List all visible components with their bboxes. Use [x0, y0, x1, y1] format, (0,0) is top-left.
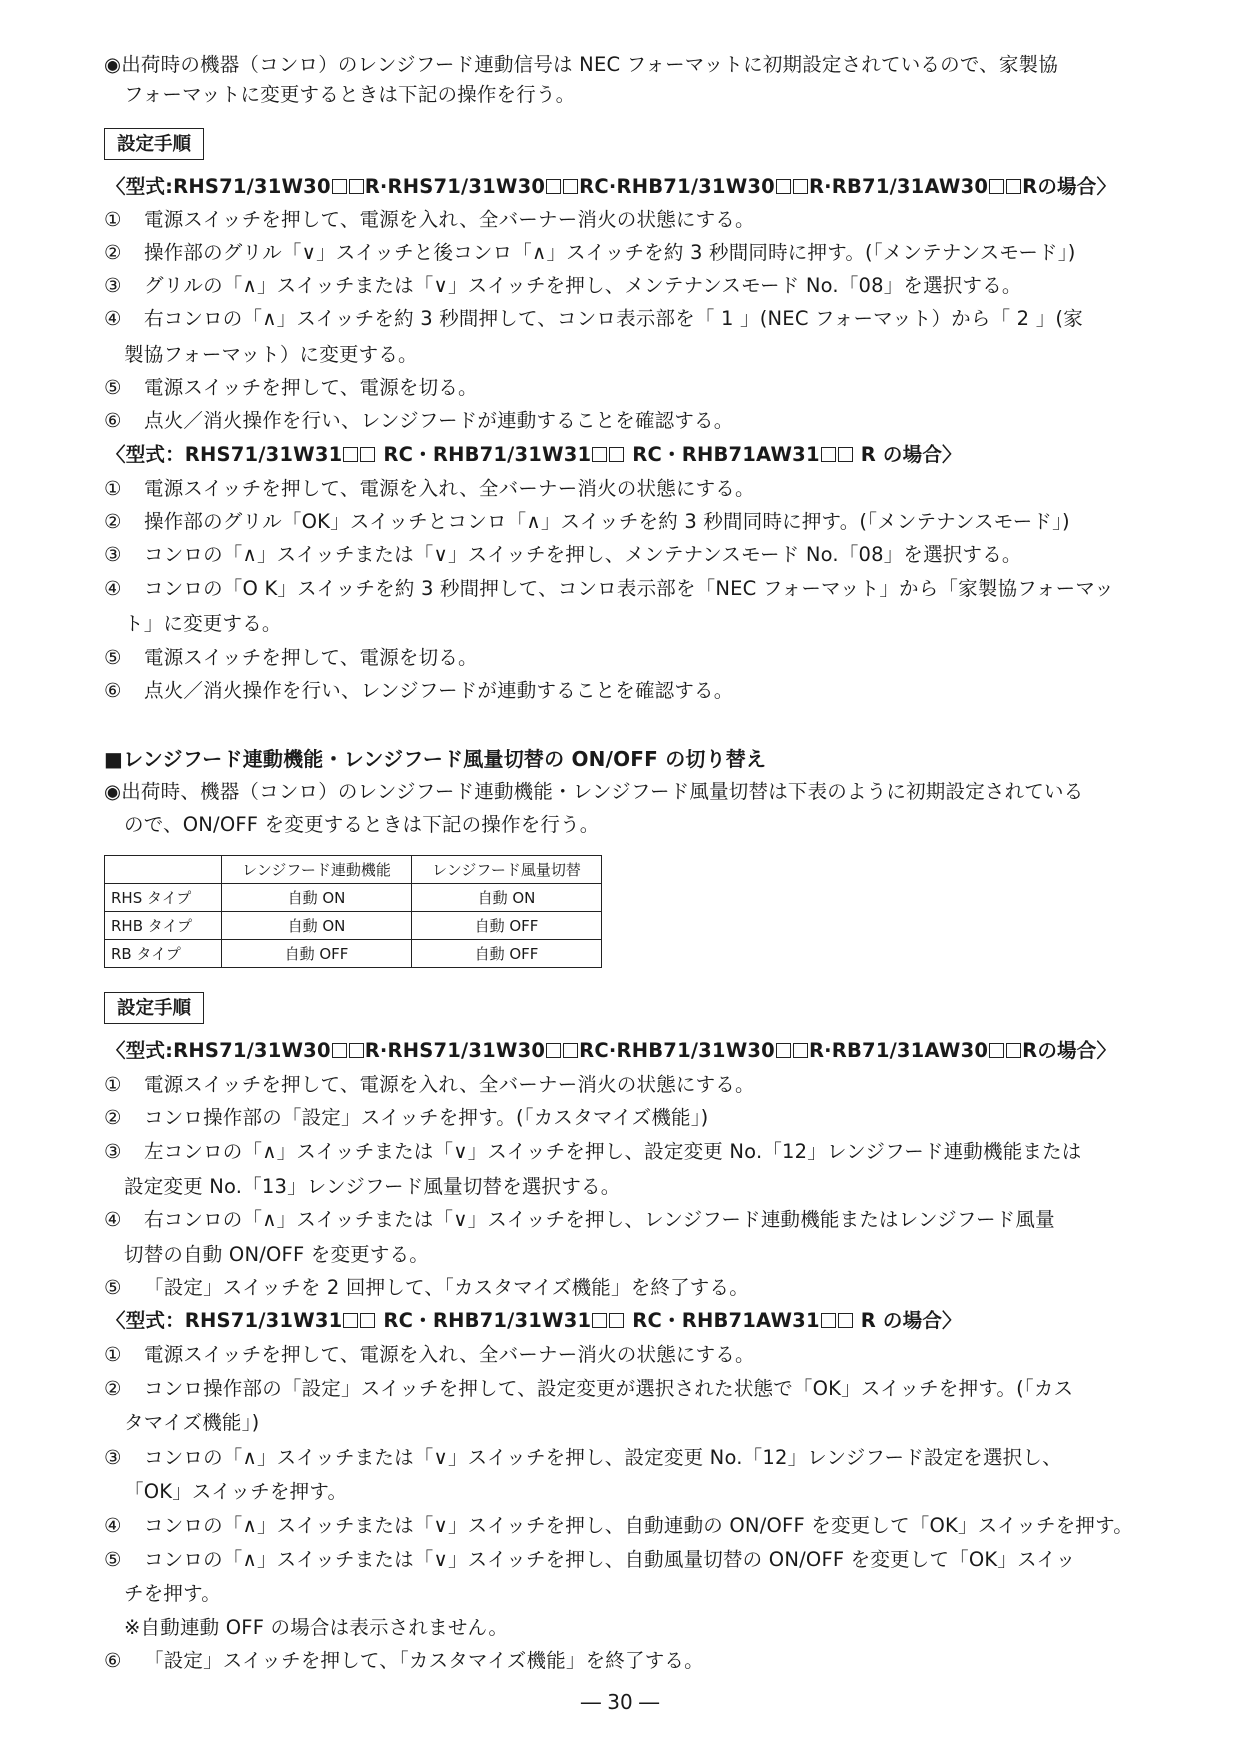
- step: ⑤ 電源スイッチを押して、電源を切る。: [104, 376, 478, 399]
- step-continuation: タマイズ機能」): [124, 1411, 260, 1434]
- step: ③ コンロの「∧」スイッチまたは「∨」スイッチを押し、メンテナンスモード No.「08」を選択する。: [104, 543, 1022, 566]
- page-number: ― 30 ―: [580, 1690, 660, 1714]
- procedure-label-2: 設定手順: [104, 992, 204, 1024]
- table-row: RB タイプ 自動 OFF 自動 OFF: [105, 940, 602, 968]
- step-note: ※自動連動 OFF の場合は表示されません。: [124, 1616, 509, 1639]
- step: ② コンロ操作部の「設定」スイッチを押して、設定変更が選択された状態で「OK」スイッチを押す。(「カス: [104, 1377, 1074, 1400]
- model-heading-b2: 〈型式：RHS71/31W31 RC・RHB71/31W31 RC・RHB71AW31 R の場合〉: [106, 1309, 962, 1332]
- step: ① 電源スイッチを押して、電源を入れ、全バーナー消火の状態にする。: [104, 1073, 755, 1096]
- step-continuation: 切替の自動 ON/OFF を変更する。: [124, 1243, 429, 1266]
- step: ② 操作部のグリル「∨」スイッチと後コンロ「∧」スイッチを約 3 秒間同時に押す。(「メンテナンスモード」): [104, 241, 1076, 264]
- step-continuation: チを押す。: [124, 1582, 221, 1605]
- step: ④ 右コンロの「∧」スイッチまたは「∨」スイッチを押し、レンジフード連動機能またはレンジフード風量: [104, 1208, 1055, 1231]
- model-heading-a1: 〈型式:RHS71/31W30 R·RHS71/31W30 RC·RHB71/31W30 R·RB71/31AW30 Rの場合〉: [106, 175, 1117, 198]
- step: ① 電源スイッチを押して、電源を入れ、全バーナー消火の状態にする。: [104, 1343, 755, 1366]
- step: ⑤ コンロの「∧」スイッチまたは「∨」スイッチを押し、自動風量切替の ON/OFF を変更して「OK」スイッ: [104, 1548, 1076, 1571]
- step: ④ 右コンロの「∧」スイッチを約 3 秒間押して、コンロ表示部を「 1 」(NEC フォーマット）から「 2 」(家: [104, 307, 1083, 330]
- intro-line-2: フォーマットに変更するときは下記の操作を行う。: [124, 83, 576, 106]
- step-continuation: ト」に変更する。: [124, 612, 282, 635]
- model-heading-a2: 〈型式：RHS71/31W31 RC・RHB71/31W31 RC・RHB71AW31 R の場合〉: [106, 443, 962, 466]
- step: ⑤ 電源スイッチを押して、電源を切る。: [104, 646, 478, 669]
- step: ③ コンロの「∧」スイッチまたは「∨」スイッチを押し、設定変更 No.「12」レンジフード設定を選択し、: [104, 1446, 1062, 1469]
- section-intro-2: ので、ON/OFF を変更するときは下記の操作を行う。: [124, 813, 600, 836]
- step: ⑥ 点火／消火操作を行い、レンジフードが連動することを確認する。: [104, 679, 734, 702]
- step: ② 操作部のグリル「OK」スイッチとコンロ「∧」スイッチを約 3 秒間同時に押す。(「メンテナンスモード」): [104, 510, 1070, 533]
- step: ③ 左コンロの「∧」スイッチまたは「∨」スイッチを押し、設定変更 No.「12」レンジフード連動機能または: [104, 1140, 1082, 1163]
- model-heading-b1: 〈型式:RHS71/31W30 R·RHS71/31W30 RC·RHB71/31W30 R·RB71/31AW30 Rの場合〉: [106, 1039, 1117, 1062]
- step-continuation: 製協フォーマット）に変更する。: [124, 343, 418, 366]
- section-title: ■レンジフード連動機能・レンジフード風量切替の ON/OFF の切り替え: [104, 747, 767, 771]
- step: ④ コンロの「O K」スイッチを約 3 秒間押して、コンロ表示部を「NEC フォーマット」から「家製協フォーマッ: [104, 577, 1114, 600]
- step: ④ コンロの「∧」スイッチまたは「∨」スイッチを押し、自動連動の ON/OFF を変更して「OK」スイッチを押す。: [104, 1514, 1133, 1537]
- step: ① 電源スイッチを押して、電源を入れ、全バーナー消火の状態にする。: [104, 477, 755, 500]
- procedure-label-1: 設定手順: [104, 128, 204, 160]
- step: ① 電源スイッチを押して、電源を入れ、全バーナー消火の状態にする。: [104, 208, 755, 231]
- step: ③ グリルの「∧」スイッチまたは「∨」スイッチを押し、メンテナンスモード No.「08」を選択する。: [104, 274, 1022, 297]
- step-continuation: 設定変更 No.「13」レンジフード風量切替を選択する。: [124, 1175, 621, 1198]
- step: ② コンロ操作部の「設定」スイッチを押す。(「カスタマイズ機能」): [104, 1106, 709, 1129]
- default-settings-table: [104, 855, 602, 968]
- section-intro-1: ◉出荷時、機器（コンロ）のレンジフード連動機能・レンジフード風量切替は下表のように初期設定されている: [104, 780, 1084, 803]
- step: ⑤ 「設定」スイッチを 2 回押して、「カスタマイズ機能」を終了する。: [104, 1276, 749, 1299]
- table-row: RHS タイプ 自動 ON 自動 ON: [105, 884, 602, 912]
- table-header-row: レンジフード連動機能 レンジフード風量切替: [105, 856, 602, 884]
- step: ⑥ 点火／消火操作を行い、レンジフードが連動することを確認する。: [104, 409, 734, 432]
- step: ⑥ 「設定」スイッチを押して、「カスタマイズ機能」を終了する。: [104, 1649, 704, 1672]
- table-row: RHB タイプ 自動 ON 自動 OFF: [105, 912, 602, 940]
- intro-line-1: ◉出荷時の機器（コンロ）のレンジフード連動信号は NEC フォーマットに初期設定されているので、家製協: [104, 53, 1058, 76]
- step-continuation: 「OK」スイッチを押す。: [124, 1480, 348, 1503]
